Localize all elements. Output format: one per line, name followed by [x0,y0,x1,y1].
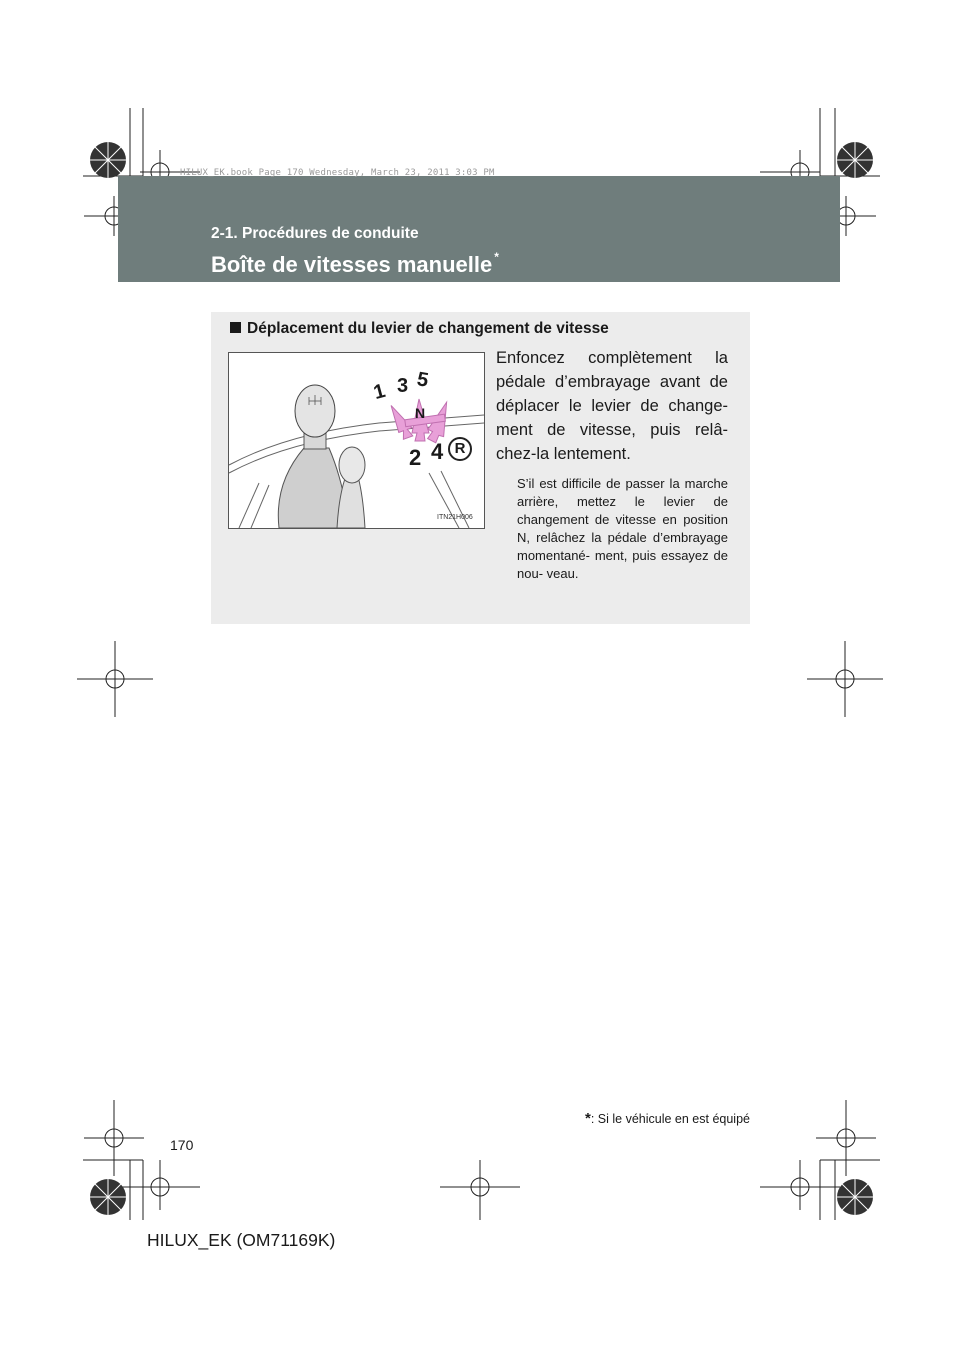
chapter-title-text: Boîte de vitesses manuelle [211,252,493,277]
gear-label-1: 1 [371,379,388,405]
section-label: 2-1. Procédures de conduite [211,225,419,242]
gear-label-3: 3 [397,375,409,397]
footnote [560,1110,750,1127]
square-bullet-icon [230,322,241,333]
note-text: S’il est difficile de passer la marche arrière, mettez le levier de changement de vitesse en position N, relâchez la pédale d’embrayage momentané- ment, puis essayez de nou- veau. [517,476,728,581]
optional-equipment-marker: * [494,250,499,264]
instruction-text: Enfoncez complètement la pédale d’embrayage avant de déplacer le levier de change- ment de vitesse, puis relâ- chez-la lentement. [496,349,728,463]
print-stamp: HILUX_EK.book Page 170 Wednesday, March 23, 2011 3:03 PM [180,168,495,178]
gear-label-neutral: N [415,405,426,421]
footnote-marker: * [585,1110,591,1127]
panel-heading-text: Déplacement du levier de changement de vitesse [247,320,609,337]
gear-label-reverse: R [448,437,472,461]
illustration-code: ITN21H006 [437,514,473,521]
gear-lever-drawing [229,353,484,528]
gear-label-4: 4 [431,439,444,464]
gear-shift-illustration [228,352,485,529]
gear-label-5: 5 [415,368,431,392]
page-number: 170 [170,1137,194,1153]
footer-manual-id: HILUX_EK (OM71169K) [147,1230,336,1250]
gear-label-2: 2 [409,445,422,470]
footnote-text: : Si le véhicule en est équipé [590,1112,750,1126]
chapter-title [211,252,499,278]
panel-heading [230,320,609,338]
